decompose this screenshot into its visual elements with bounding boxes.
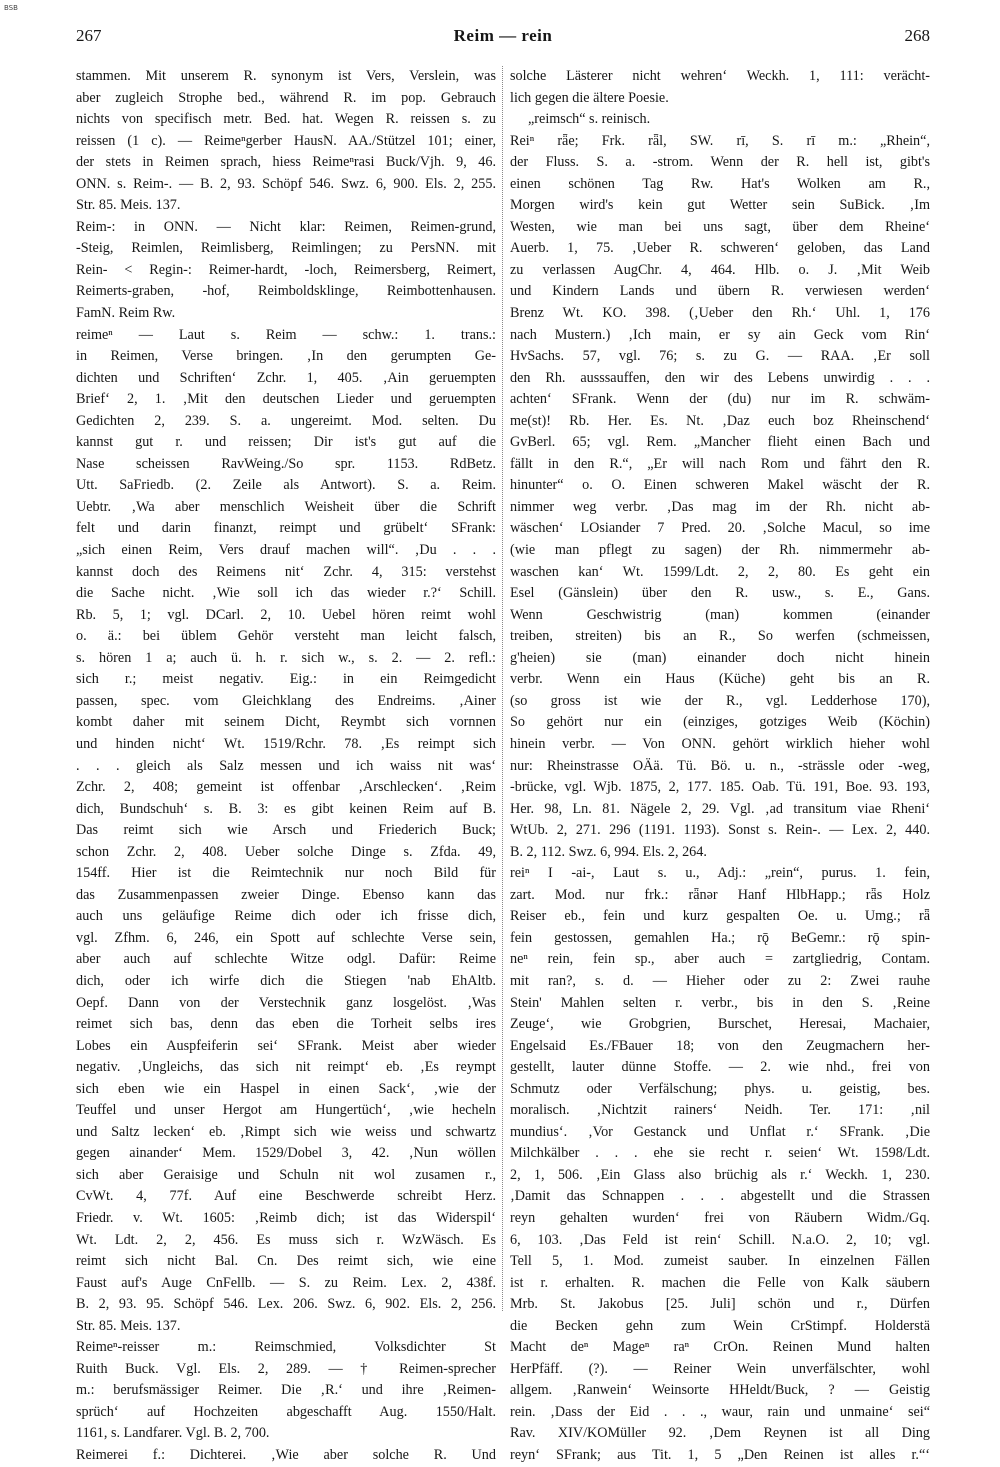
text-line: Reiser eb., fein und kurz gespalten Oe. u. Umg.; rǟ [510, 908, 930, 925]
text-line: in Reimen, Verse bringen. ‚In den gerumpten Ge- [76, 348, 496, 365]
text-line: Morgen wird's kein gut Wetter sein SuBick. ‚Im [510, 197, 930, 214]
text-line: sprüch‘ auf Hochzeiten abgeschafft Aug. 1550/Halt. [76, 1403, 496, 1420]
text-line: und Saltz lecken‘ eb. ‚Rimpt sich wie weiss und schwartz [76, 1123, 496, 1140]
text-line: me(st)! Rb. Her. Es. Nt. ‚Daz euch boz Rheinschend‘ [510, 412, 930, 429]
text-line: reyn gehalten wurden‘ frei von Räubern Widm./Gq. [510, 1209, 930, 1226]
text-line: Das reimt sich wie Arsch und Friederich Buck; [76, 822, 496, 839]
text-line: Uebtr. ‚Wa aber menschlich Weisheit über die Schrift [76, 498, 496, 515]
text-line: mit ran?, s. d. — Hieher oder zu 2: Zwei rauhe [510, 972, 930, 989]
text-line: hinein verbr. — Von ONN. gehört wirklich hieher wohl [510, 735, 930, 752]
text-line: nach Mustern.) ‚Ich main, er sy ain Geck vom Rin‘ [510, 326, 930, 343]
text-line: Milchkälber . . . ehe sie recht r. seien‘ Wt. 1598/Ldt. [510, 1145, 930, 1162]
text-line: 154ff. Hier ist die Reimtechnik nur noch Bild für [76, 865, 496, 882]
text-line: fein gestossen, gemahlen Ha.; rǭ BeGemr.: rǭ spin- [510, 929, 930, 946]
page-number-right: 268 [904, 26, 930, 45]
text-line: gestellt, lauter dünne Stoffe. — 2. wie nhd., frei von [510, 1059, 930, 1076]
text-line: s. hören 1 a; auch ü. h. r. sich w., s. 2. — 2. refl.: [76, 649, 496, 666]
text-line: Westen, wie man bei uns sagt, über dem Rheine‘ [510, 218, 930, 235]
text-line: verbr. Wenn ein Haus (Küche) geht bis an R. [510, 671, 930, 688]
text-line: reiⁿ I -ai-, Laut s. u., Adj.: „rein“, purus. 1. fein, [510, 865, 930, 882]
text-line: Rein- < Regin-: Reimer-hardt, -loch, Reimersberg, Reimert, [76, 261, 496, 278]
text-line: So gehört nur ein (einziges, gotziges Weib (Köchin) [510, 714, 930, 731]
column-divider [502, 66, 503, 1311]
text-line: gegen ainander‘ Mem. 1529/Dobel 3, 42. ‚Nun wöllen [76, 1145, 496, 1162]
text-line: dich, Bundschuh‘ s. B. 3: es gibt keinen Reim auf B. [76, 800, 496, 817]
text-line: -Steig, Reimlen, Reimlisberg, Reimlingen; zu PersNN. mit [76, 240, 496, 257]
text-line: Esel (Gänslein) über den R. usw., s. E., Gans. [510, 585, 930, 602]
text-line: Ruith Buck. Vgl. Els. 2, 289. — † Reimen-sprecher [76, 1360, 496, 1377]
text-line: kannst doch des Reimens nit‘ Zchr. 4, 315: verstehst [76, 563, 496, 580]
text-line: hinunter“ o. O. Einen schweren Makel wäscht der R. [510, 477, 930, 494]
text-line: Teuffel und unser Hergot am Hungertüch‘, ‚wie hecheln [76, 1102, 496, 1119]
text-line: auch uns geläufige Reime dich oder ich frisse dich, [76, 908, 496, 925]
text-line: o. ä.: bei üblem Gehör versteht man leicht falsch, [76, 628, 496, 645]
text-line: m.: berufsmässiger Reimer. Die ‚R.‘ und ihre ‚Reimen- [76, 1382, 496, 1399]
text-line: Reiⁿ rǟe; Frk. rǟl, SW. rī, S. rī m.: „Rhein“, [510, 132, 930, 149]
text-line: Engelsaid Es./FBauer 18; von den Zeugmachern her- [510, 1037, 930, 1054]
text-line: -brücke, vgl. Wjb. 1875, 2, 177. 185. Oab. Tü. 191, Boe. 93. 193, [510, 779, 930, 796]
text-line: und hinden nicht‘ Wt. 1519/Rchr. 78. ‚Es reimpt sich [76, 735, 496, 752]
text-line: Brenz Wt. KO. 398. (‚Ueber den Rh.‘ Uhl. 1, 176 [510, 305, 930, 322]
text-line: Reimerts-graben, -hof, Reimboldsklinge, Reimbottenhausen. [76, 283, 496, 300]
text-line: aber zugleich Strophe bed., während R. im pop. Gebrauch [76, 89, 496, 106]
text-line: wäschen‘ LOsiander 7 Pred. 20. ‚Solche Macul, so ime [510, 520, 930, 537]
text-line: zu verlassen AugChr. 4, 464. Hlb. o. J. ‚Mit Weib [510, 261, 930, 278]
text-line: Schmutz oder Verfälschung; phys. u. geistig, bes. [510, 1080, 930, 1097]
text-line: Zchr. 2, 408; gemeint ist offenbar ‚Arschlecken‘. ‚Reim [76, 779, 496, 796]
text-line: nur: Rheinstrasse OÄä. Tü. Bö. u. n., -strässle oder -weg, [510, 757, 930, 774]
text-line: Friedr. v. Wt. 1605: ‚Reimb dich; ist das Widerspil‘ [76, 1209, 496, 1226]
text-line: ist r. erhalten. R. machen die Felle von Kalk säubern [510, 1274, 930, 1291]
text-line: vgl. Zfhm. 6, 246, ein Spott auf schlechte Verse sein, [76, 929, 496, 946]
text-line: g'heien) sie (man) einander doch nicht hinein [510, 649, 930, 666]
running-title: Reim — rein [453, 26, 553, 45]
text-line: Mrb. St. Jakobus [25. Juli] schön und r., Dürfen [510, 1296, 930, 1313]
text-line: Stein' Mahlen selten r. verbr., bis in den S. ‚Reine [510, 994, 930, 1011]
text-line: Lobes ein Auspfeiferin sei‘ SFrank. Meist aber wieder [76, 1037, 496, 1054]
text-line: B. 2, 93. 95. Schöpf 546. Lex. 206. Swz. 6, 902. Els. 2, 256. [76, 1296, 496, 1313]
text-line: Brief‘ 2, 1. ‚Mit den deutschen Lieder und geruempten [76, 391, 496, 408]
page-number-left: 267 [76, 26, 102, 45]
text-line: Utt. SaFriedb. (2. Zeile als Antwort). S. a. Reim. [76, 477, 496, 494]
text-line: nimmer weg verbr. ‚Das mag im der Rh. nicht ab- [510, 498, 930, 515]
text-line: CvWt. 4, 77f. Auf eine Beschwerde schreibt Herz. [76, 1188, 496, 1205]
text-line: die Sache nicht. ‚Wie soll ich das wieder r.?‘ Schill. [76, 585, 496, 602]
text-line: Zeuge‘, wie Grobgrien, Burschet, Heresai, Machaier, [510, 1016, 930, 1033]
text-line: kombt daher mit seinem Dicht, Reymbt sich vornnen [76, 714, 496, 731]
text-line: Faust auf's Auge CnFellb. — S. zu Reim. Lex. 2, 438f. [76, 1274, 496, 1291]
text-line: Oepf. Dann von der Verstechnik ganz losgelöst. ‚Was [76, 994, 496, 1011]
text-line: Gedichten 2, 239. S. a. ungereimt. Mod. selten. Du [76, 412, 496, 429]
text-line: . . . gleich als Salz messen und ich waiss nit was‘ [76, 757, 496, 774]
text-line: Wt. Ldt. 2, 2, 456. Es muss sich r. WzWäsch. Es [76, 1231, 496, 1248]
text-line: Auerb. 1, 75. ‚Ueber R. schweren‘ geloben, das Land [510, 240, 930, 257]
text-line: rein. ‚Dass der Eid . . ., waur, rain und unmaine‘ sei“ [510, 1403, 930, 1420]
text-line: Reimerei f.: Dichterei. ‚Wie aber solche R. Und [76, 1447, 496, 1463]
text-line: kannst gut r. und reissen; Dir ist's gut auf die [76, 434, 496, 451]
text-line: WtUb. 2, 271. 296 (1191. 1193). Sonst s. Rein-. — Lex. 2, 440. [510, 822, 930, 839]
text-line: nichts von specifisch metr. Bed. hat. Wegen R. reissen s. zu [76, 111, 496, 128]
text-line: allgem. ‚Ranwein‘ Weinsorte HHeldt/Buck, ? — Geistig [510, 1382, 930, 1399]
text-line: „reimsch“ s. reinisch. [528, 111, 651, 128]
text-line: die Becken gehn zum Wein CrStimpf. Holderstä [510, 1317, 930, 1334]
text-line: Rb. 5, 1; vgl. DCarl. 2, 10. Uebel hören reimt wohl [76, 606, 496, 623]
text-line: treiben, streiten) bis an R., So werfen (schmeissen, [510, 628, 930, 645]
text-line: moralisch. ‚Nichtzit rainers‘ Neidh. Ter. 171: ‚nil [510, 1102, 930, 1119]
text-line: (wie man pflegt zu sagen) der Rh. nimmermehr ab- [510, 542, 930, 559]
text-line: lich gegen die ältere Poesie. [510, 89, 669, 106]
text-line: Str. 85. Meis. 137. [76, 197, 181, 214]
text-line: negativ. ‚Ungleichs, das sich nit reimpt‘ eb. ‚Es reympt [76, 1059, 496, 1076]
text-line: und Kindern Lands und übern R. verwiesen werden‘ [510, 283, 930, 300]
text-line: reimt sich nicht Bal. Cn. Des reimt sich, wie eine [76, 1253, 496, 1270]
text-line: reimeⁿ — Laut s. Reim — schw.: 1. trans.: [76, 326, 496, 343]
text-line: HerPfäff. (?). — Reiner Wein unverfälschter, wohl [510, 1360, 930, 1377]
text-line: Tell 5, 1. Mod. zumeist sauber. In einzelnen Fällen [510, 1253, 930, 1270]
text-line: mundius‘. ‚Vor Gestanck und Unflat r.‘ SFrank. ‚Die [510, 1123, 930, 1140]
text-line: HvSachs. 57, vgl. 76; s. zu G. — RAA. ‚Er soll [510, 348, 930, 365]
text-line: 1161, s. Landfarer. Vgl. B. 2, 700. [76, 1425, 270, 1442]
text-line: solche Lästerer nicht wehren‘ Weckh. 1, 111: verächt- [510, 68, 930, 84]
text-line: felt und darin finanzt, reimpt und grübelt‘ SFrank: [76, 520, 496, 537]
text-line: Rav. XIV/KOMüller 92. ‚Dem Reynen ist all Ding [510, 1425, 930, 1442]
text-line: den Rh. ausssauffen, den wir des Lebens unwirdig . . . [510, 369, 930, 386]
left-column [76, 66, 496, 1467]
text-line: einen schönen Tag Rw. Hat's Wolken am R., [510, 175, 930, 192]
text-line: neⁿ rein, fein sp., aber auch = zartgliedrig, Contam. [510, 951, 930, 968]
text-line: B. 2, 112. Swz. 6, 994. Els. 2, 264. [510, 843, 707, 860]
text-line: Reimeⁿ-reisser m.: Reimschmied, Volksdichter St [76, 1339, 496, 1356]
text-line: GvBerl. 65; vgl. Rem. „Mancher flieht einen Bach und [510, 434, 930, 451]
text-line: aber auch auf schlechte Witze odgl. Dafür: Reime [76, 951, 496, 968]
text-line: schon Zchr. 2, 408. Ueber solche Dinge s. Zfda. 49, [76, 843, 496, 860]
text-line: „sich einen Reim, Vers drauf machen will“. ‚Du . . . [76, 542, 496, 559]
text-line: reissen (1 c). — Reimeⁿgerber HausN. AA./Stützel 101; einer, [76, 132, 496, 149]
text-line: 2, 1, 506. ‚Ein Glass also brüchig als r.‘ Weckh. 1, 230. [510, 1166, 930, 1183]
text-line: stammen. Mit unserem R. synonym ist Vers, Verslein, was [76, 68, 496, 84]
text-line: 6, 103. ‚Das Feld ist rein‘ Schill. N.a.O. 2, 10; vgl. [510, 1231, 930, 1248]
text-line: der Fluss. S. a. -strom. Wenn der R. hell ist, gibt's [510, 154, 930, 171]
text-line: Reim-: in ONN. — Nicht klar: Reimen, Reimen-grund, [76, 218, 496, 235]
text-line: der stets in Reimen sprach, hiess Reimeⁿrasi Buck/Vjh. 9, 46. [76, 154, 496, 171]
text-line: sich eben wie ein Haspel in einen Sack‘, ‚wie der [76, 1080, 496, 1097]
page-header [76, 26, 930, 54]
text-line: Her. 98, Ln. 81. Nägele 2, 29. Vgl. ‚ad transitum viae Rheni‘ [510, 800, 930, 817]
library-stamp: BSB [4, 4, 18, 12]
text-line: ‚Damit das Schnappen . . . abgestellt und die Strassen [510, 1188, 930, 1205]
text-line: fällt in den R.“, „Er will nach Rom und fährt den R. [510, 455, 930, 472]
text-line: Nase scheissen RavWeing./So spr. 1153. RdBetz. [76, 455, 496, 472]
text-line: waschen kan‘ Wt. 1599/Ldt. 2, 2, 80. Es geht ein [510, 563, 930, 580]
text-line: Str. 85. Meis. 137. [76, 1317, 181, 1334]
text-line: FamN. Reim Rw. [76, 305, 176, 322]
text-line: Macht deⁿ Mageⁿ raⁿ CrOn. Reinen Mund halten [510, 1339, 930, 1356]
text-line: Wenn Geschwistrig (man) kommen (einander [510, 606, 930, 623]
text-line: passen, spec. vom Gleichklang des Endreims. ‚Ainer [76, 692, 496, 709]
right-column [510, 66, 930, 1467]
text-line: reyn‘ SFrank; aus Tit. 1, 5 „Den Reinen ist alles r.“‘ [510, 1447, 930, 1463]
text-line: (so gross ist wie der R., vgl. Ledderhose 170), [510, 692, 930, 709]
text-line: zart. Mod. nur frk.: rǟnər Hanf HlbHapp.; rǟs Holz [510, 886, 930, 903]
text-line: das Zusammenpassen zweier Dinge. Ebenso kann das [76, 886, 496, 903]
text-line: dichten und Schriften‘ Zchr. 1, 405. ‚Ain geruempten [76, 369, 496, 386]
text-line: reimet sich bas, denn das eben die Torheit selbs ires [76, 1016, 496, 1033]
text-line: ONN. s. Reim-. — B. 2, 93. Schöpf 546. Swz. 6, 900. Els. 2, 255. [76, 175, 496, 192]
text-line: dich, oder ich wirfe dich die Stiegen 'nab EhAltb. [76, 972, 496, 989]
text-line: sich aber Geraisige und Schuln nit wol zusamen r., [76, 1166, 496, 1183]
text-line: sich r.; meist negativ. Eig.: in ein Reimgedicht [76, 671, 496, 688]
text-line: achten‘ SFrank. Wenn der (du) nur im R. schwäm- [510, 391, 930, 408]
